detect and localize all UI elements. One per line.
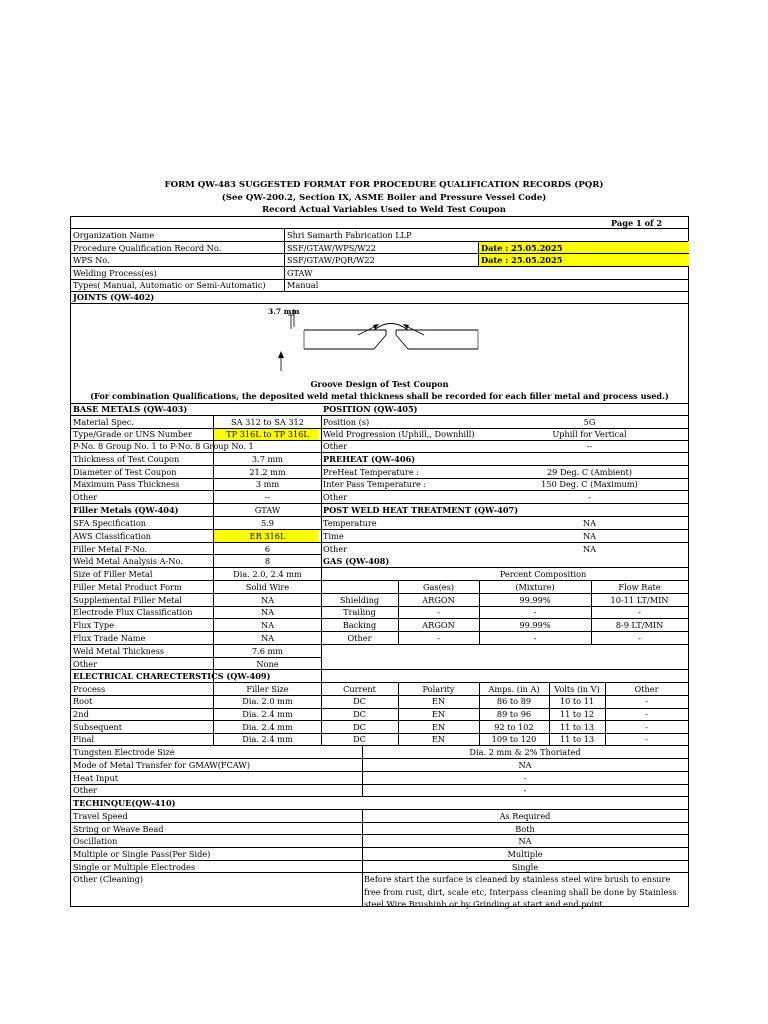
filler-label: Flux Trade Name [73, 633, 146, 643]
gas-percent-header: Percent Composition [499, 569, 587, 579]
preheat-value: - [588, 492, 591, 502]
pqr-label: Procedure Qualification Record No. [73, 243, 222, 253]
electrical-cell: - [645, 696, 648, 706]
joint-dimension: 3.7 mm [268, 307, 300, 316]
filler-value: Solid Wire [245, 582, 290, 592]
gas-heading: GAS (QW-408) [323, 556, 390, 566]
pwht-value: NA [582, 531, 597, 541]
electrical-cell: EN [431, 734, 446, 744]
gas-type-label: Backing [342, 620, 377, 630]
gas-value: - [437, 633, 440, 643]
position-label: Other [323, 441, 348, 451]
gas-mix: 99.99% [519, 620, 551, 630]
types-label: Types( Manual, Automatic or Semi-Automatic) [73, 280, 266, 290]
base-metal-label: Thickness of Test Coupon [73, 454, 180, 464]
pqr-value: SSF/GTAW/WPS/W22 [287, 243, 376, 253]
technique-value: Multiple [507, 849, 543, 859]
electrical-cell: EN [431, 722, 446, 732]
pwht-value: NA [582, 544, 597, 554]
electrical-col-header: Process [73, 684, 106, 694]
technique-value: Both [515, 824, 535, 834]
electrical-cell: 11 to 13 [559, 734, 595, 744]
gas-col-gas: Gas(es) [422, 582, 455, 592]
preheat-heading: PREHEAT (QW-406) [323, 454, 416, 464]
gas-flow: - [638, 607, 641, 617]
electrical-col-header: Polarity [422, 684, 455, 694]
wps-label: WPS No. [73, 255, 110, 265]
electrical-extra-value: NA [518, 760, 532, 770]
gas-flow: - [638, 633, 641, 643]
base-metal-value: 3 mm [255, 479, 280, 489]
base-metals-heading: BASE METALS (QW-403) [73, 404, 188, 414]
filler-label: Size of Filler Metal [73, 569, 153, 579]
gas-type-label: Other [347, 633, 372, 643]
base-metal-value: TP 316L to TP 316L [226, 429, 309, 439]
filler-value: 6 [264, 544, 271, 554]
form-title: FORM QW-483 SUGGESTED FORMAT FOR PROCEDURE QUALIFICATION RECORDS (PQR) [164, 180, 604, 190]
technique-label: Oscillation [73, 836, 118, 846]
gas-type-label: Shielding [339, 595, 380, 605]
joints-heading: JOINTS (QW-402) [73, 292, 155, 302]
electrical-col-header: Current [343, 684, 376, 694]
technique-label: Travel Speed [73, 811, 128, 821]
technique-label: Single or Multiple Electrodes [73, 862, 196, 872]
cleaning-value: Before start the surface is cleaned by stainless steel wire brush to ensure free from rust, dirt, scale etc, Interpass cleaning shall be done by Stainless steel Wire Brushinh or by Grinding at start and end point. [364, 874, 677, 909]
base-metal-label: Diameter of Test Coupon [73, 467, 177, 477]
preheat-label: Inter Pass Temperature : [323, 479, 427, 489]
gas-mix: - [533, 633, 537, 643]
gas-col-mixture: (Mixture) [515, 582, 555, 592]
pwht-value: NA [582, 518, 597, 528]
form-subtitle-2: Record Actual Variables Used to Weld Test Coupon [261, 205, 507, 215]
filler-value: NA [260, 595, 275, 605]
base-metal-label: Maximum Pass Thickness [73, 479, 180, 489]
page-number: Page 1 of 2 [611, 218, 663, 228]
process-value: GTAW [287, 268, 313, 278]
electrical-cell: Subsequent [73, 722, 123, 732]
electrical-col-header: Volts (in V) [554, 684, 600, 694]
filler-label: Weld Metal Analysis A-No. [73, 556, 183, 566]
filler-label: Flux Type [73, 620, 114, 630]
electrical-cell: DC [353, 696, 366, 706]
org-label: Organization Name [73, 230, 155, 240]
electrical-cell: EN [431, 709, 446, 719]
electrical-cell: 86 to 89 [496, 696, 532, 706]
electrical-extra-value: - [523, 785, 527, 795]
gas-col-flow: Flow Rate [618, 582, 661, 592]
pqr-date: Date : 25.05.2025 [481, 243, 563, 253]
base-metal-label: Type/Grade or UNS Number [73, 429, 192, 439]
pwht-label: Other [323, 544, 348, 554]
technique-heading: TECHINQUE(QW-410) [73, 798, 176, 808]
base-metal-label: Material Spec. [73, 417, 134, 427]
filler-process: GTAW [254, 505, 281, 515]
electrical-cell: 10 to 11 [559, 696, 595, 706]
pwht-heading: POST WELD HEAT TREATMENT (QW-407) [323, 505, 519, 515]
filler-value: NA [260, 620, 275, 630]
filler-label: SFA Specification [73, 518, 147, 528]
electrical-cell: Dia. 2.0 mm [242, 696, 293, 706]
filler-label: Filler Metal Product Form [73, 582, 182, 592]
base-metal-value: -- [264, 492, 271, 502]
gas-mix: 99.99% [519, 595, 551, 605]
position-heading: POSITION (QW-405) [323, 404, 418, 414]
position-label: Weld Progression (Uphill,, Downhill) [323, 429, 475, 439]
electrical-heading: ELECTRICAL CHARECTERSTICS (QW-409) [73, 671, 271, 681]
pwht-label: Time [323, 531, 344, 541]
base-metal-value: 3.7 mm [251, 454, 284, 464]
preheat-label: PreHeat Temperature : [323, 467, 420, 477]
org-value: Shri Samarth Fabrication LLP [287, 230, 412, 240]
filler-heading: Filler Metals (QW-404) [73, 505, 179, 515]
filler-value: 5.9 [260, 518, 275, 528]
filler-label: AWS Classification [73, 531, 152, 541]
groove-design-drawing [266, 303, 496, 378]
position-value: Uphill for Vertical [552, 429, 627, 439]
preheat-value: 150 Deg. C (Maximum) [541, 479, 638, 489]
filler-value: ER 316L [249, 531, 286, 541]
filler-label: Supplemental Filler Metal [73, 595, 183, 605]
filler-value: NA [260, 607, 275, 617]
electrical-cell: - [645, 722, 648, 732]
technique-label: String or Weave Bead [73, 824, 164, 834]
filler-value: 7.6 mm [251, 646, 284, 656]
electrical-cell: Dia. 2.4 mm [242, 722, 293, 732]
types-value: Manual [287, 280, 319, 290]
filler-label: Other [73, 659, 98, 669]
filler-label: Filler Metal F-No. [73, 544, 148, 554]
electrical-extra-value: - [523, 773, 527, 783]
preheat-value: 29 Deg. C (Ambient) [546, 467, 633, 477]
combination-note: (For combination Qualifications, the deposited weld metal thickness shall be recorded for each filler metal and process used.) [90, 391, 669, 401]
electrical-cell: 89 to 96 [496, 709, 532, 719]
electrical-cell: Dia. 2.4 mm [242, 709, 293, 719]
electrical-cell: 92 to 102 [494, 722, 534, 732]
process-label: Welding Process(es) [73, 268, 157, 278]
filler-value: None [256, 659, 279, 669]
gas-value: ARGON [422, 620, 455, 630]
position-value: -- [586, 441, 593, 451]
gas-value: - [437, 607, 440, 617]
electrical-extra-label: Mode of Metal Transfer for GMAW(FCAW) [73, 760, 251, 770]
electrical-col-header: Filler Size [246, 684, 289, 694]
groove-caption: Groove Design of Test Coupon [310, 379, 449, 389]
filler-label: Electrode Flux Classification [73, 607, 193, 617]
wps-date: Date : 25.05.2025 [481, 255, 563, 265]
gas-type-label: Trailing [343, 607, 376, 617]
electrical-cell: Root [73, 696, 93, 706]
base-metal-value: 21.2 mm [249, 467, 286, 477]
base-metal-label: P-No. 8 Group No. 1 to P-No. 8 Group No. 1 [73, 441, 254, 451]
technique-value: Single [511, 862, 539, 872]
electrical-cell: - [645, 734, 648, 744]
electrical-cell: Dia. 2.4 mm [242, 734, 293, 744]
pqr-form-sheet [70, 216, 689, 907]
technique-value: As Required [499, 811, 551, 821]
wps-value: SSF/GTAW/PQR/W22 [287, 255, 375, 265]
electrical-extra-label: Other [73, 785, 98, 795]
position-label: Position (s) [323, 417, 370, 427]
electrical-cell: 2nd [73, 709, 89, 719]
technique-value: NA [518, 836, 532, 846]
technique-label: Multiple or Single Pass(Per Side) [73, 849, 211, 859]
electrical-cell: DC [353, 709, 366, 719]
electrical-cell: DC [353, 734, 366, 744]
electrical-col-header: Other [634, 684, 659, 694]
electrical-cell: 109 to 120 [491, 734, 537, 744]
filler-value: Dia. 2.0, 2.4 mm [233, 569, 302, 579]
electrical-extra-value: Dia. 2 mm & 2% Thoriated [469, 747, 581, 757]
electrical-cell: - [645, 709, 648, 719]
filler-value: 8 [264, 556, 271, 566]
gas-value: ARGON [422, 595, 455, 605]
gas-flow: 8-9 LT/MIN [615, 620, 664, 630]
electrical-cell: EN [431, 696, 446, 706]
cleaning-label: Other (Cleaning) [73, 874, 144, 884]
form-subtitle: (See QW-200.2, Section IX, ASME Boiler and Pressure Vessel Code) [221, 193, 547, 203]
electrical-cell: DC [353, 722, 366, 732]
base-metal-label: Other [73, 492, 98, 502]
filler-value: NA [260, 633, 275, 643]
filler-label: Weld Metal Thickness [73, 646, 165, 656]
electrical-extra-label: Tungsten Electrode Size [73, 747, 175, 757]
gas-flow: 10-11 LT/MIN [610, 595, 669, 605]
pwht-label: Temperature [323, 518, 377, 528]
electrical-cell: 11 to 12 [559, 709, 595, 719]
base-metal-value: SA 312 to SA 312 [231, 417, 304, 427]
electrical-cell: 11 to 13 [559, 722, 595, 732]
electrical-cell: Final [73, 734, 95, 744]
electrical-col-header: Amps. (in A) [488, 684, 540, 694]
preheat-label: Other [323, 492, 348, 502]
gas-mix: - [533, 607, 537, 617]
electrical-extra-label: Heat Input [73, 773, 119, 783]
position-value: 5G [583, 417, 596, 427]
